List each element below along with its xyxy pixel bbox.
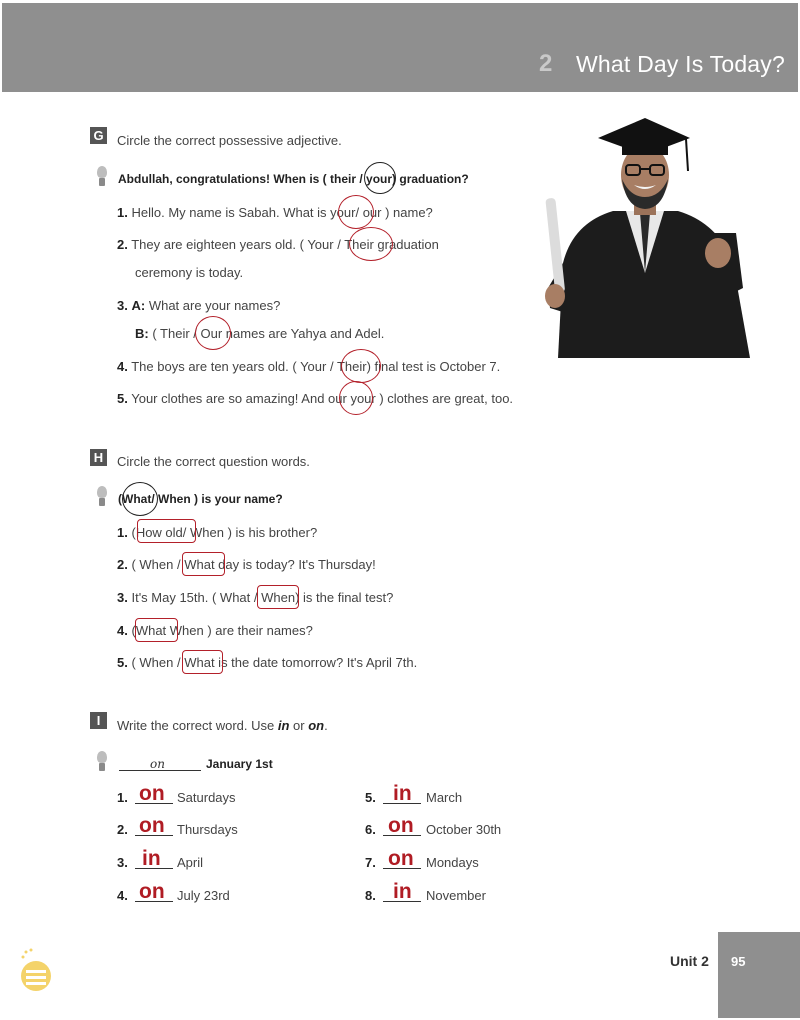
section-i-instruction (117, 718, 328, 733)
item-post: your ) clothes are great, too. (346, 391, 514, 406)
item-answer: our (328, 391, 347, 406)
page-title: What Day Is Today? (576, 51, 785, 77)
item-post: is the date tomorrow? It's April 7th. (214, 655, 418, 670)
answer-circle (338, 195, 374, 229)
item-number: 4. (117, 359, 128, 374)
answer-text: in (142, 847, 161, 870)
item-post: ) final test is October 7. (366, 359, 501, 374)
item-answer: What (135, 623, 167, 638)
item-number: 5. (117, 391, 128, 406)
answer-text: on (388, 847, 414, 870)
instruction-pre: Write the correct word. Use (117, 718, 278, 733)
item-answer: What (184, 655, 215, 670)
item-pre: ( When / (131, 655, 185, 670)
item-text: Mondays (426, 855, 479, 870)
section-h-instruction: Circle the correct question words. (117, 454, 310, 469)
speaker-label: A: (131, 298, 146, 313)
item-number: 3. (117, 855, 128, 870)
example-pre: ( (118, 492, 122, 506)
item-text: October 30th (426, 822, 502, 837)
item-answer: What (184, 557, 215, 572)
answer-circle (195, 316, 231, 350)
example-post: ) graduation? (392, 172, 469, 186)
item-text: April (177, 855, 204, 870)
lightbulb-icon (96, 166, 108, 188)
list-item (117, 655, 417, 670)
item-number: 1. (117, 525, 128, 540)
item-answer: When (261, 590, 296, 605)
instruction-mid: or (289, 718, 309, 733)
example-sentence (118, 172, 469, 186)
answer-box (182, 552, 225, 576)
graduate-photo (538, 113, 753, 358)
list-item (117, 298, 280, 313)
item-pre: Your clothes are so amazing! And (131, 391, 329, 406)
item-number: 3. (117, 590, 128, 605)
instruction-word-on: on (308, 718, 325, 733)
answer-text: on (139, 782, 165, 805)
item-number: 1. (117, 205, 128, 220)
item-number: 1. (117, 790, 128, 805)
item-number: 8. (365, 888, 376, 903)
item-pre: ( (131, 623, 136, 638)
item-number: 3. (117, 298, 128, 313)
list-item (117, 590, 393, 605)
item-pre: ( When / (131, 557, 185, 572)
list-item (117, 391, 513, 406)
item-answer: How old (135, 525, 183, 540)
logo-icon (18, 946, 54, 994)
item-pre: It's May 15th. ( What / (131, 590, 262, 605)
list-item (117, 359, 500, 374)
item-number: 7. (365, 855, 376, 870)
item-pre: The boys are ten years old. ( Your / (131, 359, 337, 374)
example-answer: What (122, 492, 152, 506)
unit-label: Unit 2 (670, 953, 709, 969)
item-post: names are Yahya and Adel. (222, 326, 385, 341)
section-g-badge: G (90, 127, 107, 144)
answer-box (137, 519, 196, 543)
answer-box (257, 585, 299, 609)
item-text: Saturdays (177, 790, 236, 805)
footer-band (718, 932, 800, 1018)
example-post: / When ) is your name? (151, 492, 283, 506)
answer-box (182, 650, 223, 674)
answer-circle (341, 349, 381, 383)
example-answer-circle (364, 162, 396, 194)
instruction-post: . (324, 718, 328, 733)
item-text: What are your names? (148, 298, 281, 313)
item-post: day is today? It's Thursday! (214, 557, 376, 572)
item-answer: Our (200, 326, 223, 341)
lightbulb-icon (96, 751, 108, 773)
list-item (117, 557, 376, 572)
item-post: / our ) name? (355, 205, 433, 220)
item-answer: Their (344, 237, 374, 252)
item-number: 4. (117, 888, 128, 903)
item-post: When ) are their names? (166, 623, 313, 638)
item-number: 2. (117, 237, 128, 252)
item-number: 5. (365, 790, 376, 805)
answer-text: in (393, 880, 412, 903)
item-answer: your (330, 205, 356, 220)
example-answer: on (150, 757, 165, 771)
answer-box (135, 618, 178, 642)
answer-text: on (388, 814, 414, 837)
instruction-word-in: in (277, 718, 290, 733)
speaker-label: B: (135, 326, 149, 341)
page-number: 95 (731, 954, 746, 969)
item-post: ) is the final test? (295, 590, 394, 605)
item-post: graduation (373, 237, 439, 252)
section-i-badge: I (90, 712, 107, 729)
item-text: July 23rd (177, 888, 230, 903)
answer-circle (349, 227, 393, 261)
item-text: Thursdays (177, 822, 238, 837)
item-number: 4. (117, 623, 128, 638)
item-number: 2. (117, 822, 128, 837)
item-number: 2. (117, 557, 128, 572)
list-item-continued: ceremony is today. (135, 265, 244, 280)
answer-text: in (393, 782, 412, 805)
section-h-badge: H (90, 449, 107, 466)
item-pre: Hello. My name is Sabah. What is (131, 205, 331, 220)
answer-text: on (139, 880, 165, 903)
item-number: 5. (117, 655, 128, 670)
item-pre: They are eighteen years old. ( Your / (131, 237, 345, 252)
item-pre: ( (131, 525, 136, 540)
example-text: January 1st (206, 757, 273, 771)
list-item (135, 326, 384, 341)
answer-text: on (139, 814, 165, 837)
answer-circle (339, 381, 373, 415)
lightbulb-icon (96, 486, 108, 508)
item-text: March (426, 790, 463, 805)
unit-number: 2 (539, 50, 553, 77)
section-g-instruction: Circle the correct possessive adjective. (117, 133, 342, 148)
example-pre: Abdullah, congratulations! When is ( their / (118, 172, 367, 186)
example-answer: your (366, 172, 393, 186)
list-item (117, 205, 433, 220)
item-pre: ( Their / (152, 326, 201, 341)
item-post: / When ) is his brother? (182, 525, 318, 540)
item-answer: Their (336, 359, 367, 374)
item-number: 6. (365, 822, 376, 837)
header-band (2, 3, 798, 92)
item-text: November (426, 888, 486, 903)
example-answer-circle (122, 482, 158, 516)
